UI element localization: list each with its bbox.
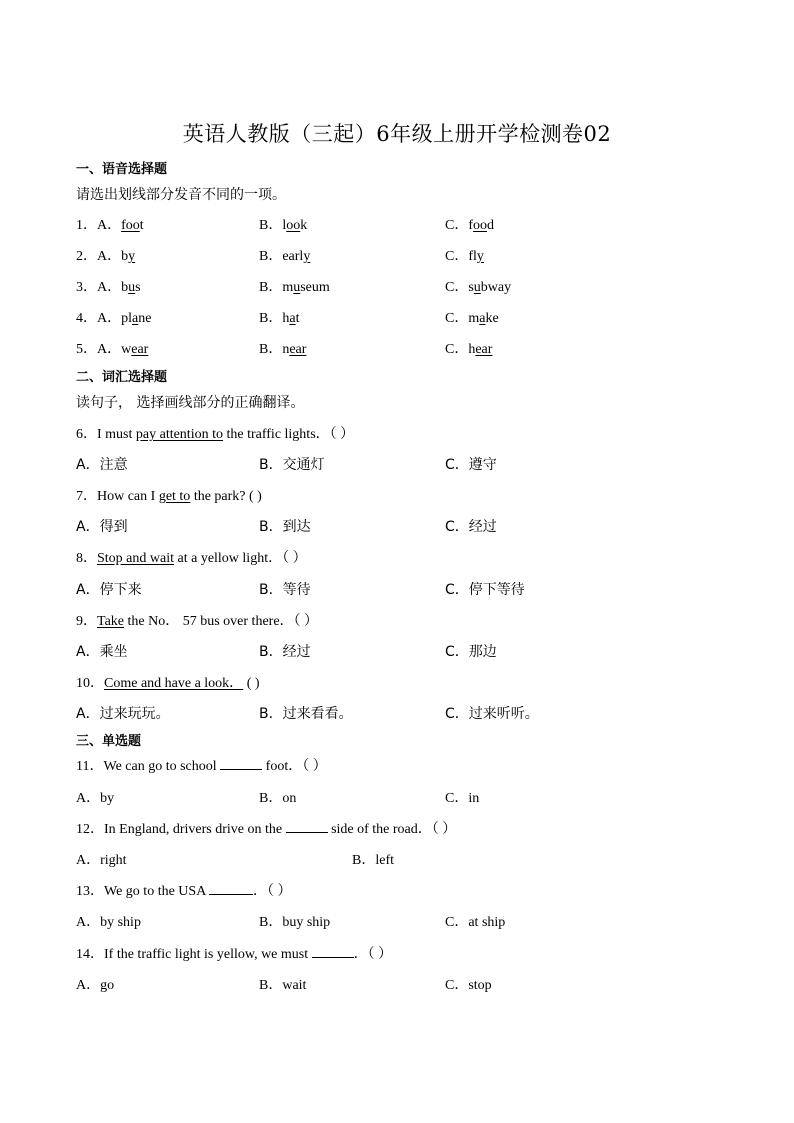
option-c: C．那边: [445, 644, 497, 660]
option-b: B．left: [352, 853, 394, 868]
option-a: A．乘坐: [76, 644, 128, 660]
option-a: 1．A．foot: [76, 218, 144, 233]
question-7-stem: 7．How can I get to the park? ( ): [76, 489, 262, 504]
option-b: B．on: [259, 791, 297, 806]
option-b: B．过来看看。: [259, 706, 353, 722]
question-8-options: [0, 579, 794, 599]
option-c: C．subway: [445, 280, 512, 295]
question-13-options: [0, 911, 794, 931]
option-c: C．停下等待: [445, 582, 525, 598]
question-10-options: [0, 703, 794, 723]
question-7-options: [0, 516, 794, 536]
question-11-options: [0, 787, 794, 807]
option-c: C．过来听听。: [445, 706, 539, 722]
section-heading-single-choice: 三、单选题: [76, 734, 142, 749]
page-title: 英语人教版（三起）6年级上册开学检测卷02: [182, 122, 612, 146]
option-a: A．注意: [76, 457, 128, 473]
answer-blank[interactable]: [209, 882, 253, 895]
option-b: B．look: [259, 218, 308, 233]
option-c: C．at ship: [445, 915, 506, 930]
option-b: B．wait: [259, 978, 307, 993]
answer-blank[interactable]: [312, 945, 354, 958]
option-a: A．right: [76, 853, 127, 868]
option-a: A．by: [76, 791, 115, 806]
option-b: B．经过: [259, 644, 311, 660]
question-5: [0, 338, 794, 358]
section-instruction-phonics: 请选出划线部分发音不同的一项。: [76, 187, 286, 203]
option-b: B．交通灯: [259, 457, 325, 473]
question-2: [0, 245, 794, 265]
option-b: B．buy ship: [259, 915, 331, 930]
option-b: B．等待: [259, 582, 311, 598]
option-a: A．停下来: [76, 582, 142, 598]
option-a: 5．A．wear: [76, 342, 149, 357]
answer-blank[interactable]: [220, 757, 262, 770]
question-4: [0, 307, 794, 327]
question-13-stem: 13．We go to the USA ．（ ）: [76, 884, 292, 899]
option-c: C．food: [445, 218, 495, 233]
question-3: [0, 276, 794, 296]
option-a: A．go: [76, 978, 115, 993]
option-c: C．遵守: [445, 457, 497, 473]
option-c: C．in: [445, 791, 480, 806]
question-11-stem: 11．We can go to school foot．（ ）: [76, 759, 327, 774]
question-9-stem: 9．Take the No． 57 bus over there．（ ）: [76, 614, 319, 629]
option-b: B．到达: [259, 519, 311, 535]
question-9-options: [0, 641, 794, 661]
option-c: C．hear: [445, 342, 493, 357]
option-c: C．stop: [445, 978, 492, 993]
question-14-options: [0, 974, 794, 994]
option-a: 4．A．plane: [76, 311, 152, 326]
section-heading-vocabulary: 二、词汇选择题: [76, 370, 168, 385]
question-6-options: [0, 454, 794, 474]
section-instruction-vocabulary: 读句子， 选择画线部分的正确翻译。: [76, 395, 305, 411]
answer-blank[interactable]: [286, 820, 328, 833]
option-a: A．by ship: [76, 915, 141, 930]
option-b: B．early: [259, 249, 311, 264]
option-b: B．museum: [259, 280, 330, 295]
option-c: C．fly: [445, 249, 484, 264]
section-heading-phonics: 一、语音选择题: [76, 162, 168, 177]
option-a: A．过来玩玩。: [76, 706, 170, 722]
question-12-options: [0, 849, 794, 869]
question-8-stem: 8．Stop and wait at a yellow light．（ ）: [76, 551, 307, 566]
option-c: C．make: [445, 311, 499, 326]
question-1: [0, 214, 794, 234]
option-b: B．near: [259, 342, 307, 357]
question-6-stem: 6．I must pay attention to the traffic lights．（ ）: [76, 427, 355, 442]
question-10-stem: 10．Come and have a look． ( ): [76, 676, 260, 691]
option-a: 3．A．bus: [76, 280, 141, 295]
option-b: B．hat: [259, 311, 300, 326]
option-c: C．经过: [445, 519, 497, 535]
option-a: 2．A．by: [76, 249, 136, 264]
question-12-stem: 12．In England, drivers drive on the side of the road．（ ）: [76, 822, 457, 837]
question-14-stem: 14．If the traffic light is yellow, we must ．（ ）: [76, 947, 393, 962]
option-a: A．得到: [76, 519, 128, 535]
